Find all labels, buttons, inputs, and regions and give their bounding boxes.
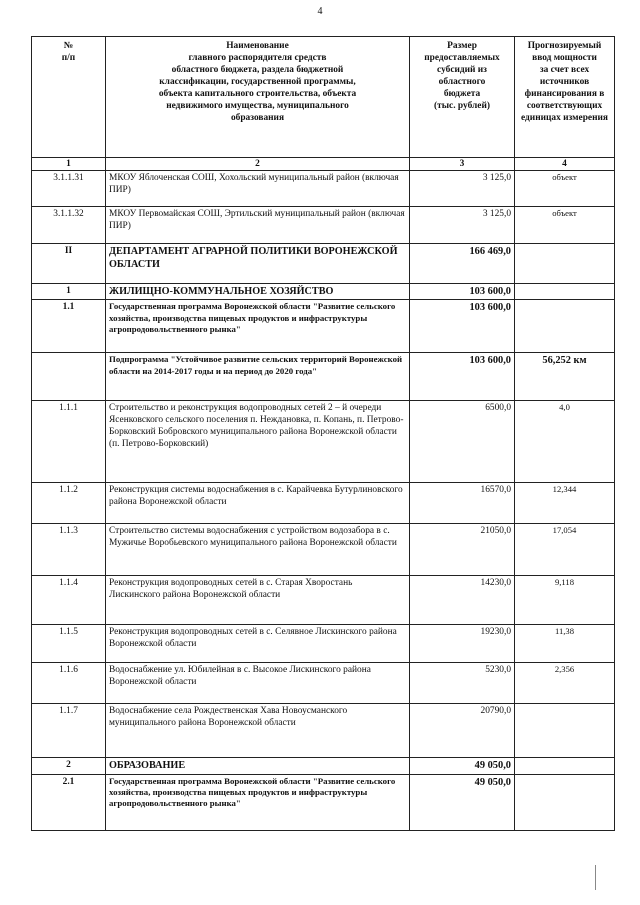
- table-row: [32, 758, 615, 774]
- row-capacity: 4,0: [515, 401, 615, 483]
- row-number: 1.1.7: [32, 704, 106, 758]
- row-number: 1.1: [32, 300, 106, 353]
- table-row: [32, 171, 615, 207]
- row-capacity: 9,118: [515, 576, 615, 625]
- row-capacity: объект: [515, 207, 615, 244]
- table-row: [32, 576, 615, 625]
- row-amount: 5230,0: [410, 663, 515, 704]
- subsidy-table: [31, 36, 615, 831]
- column-number: 2: [106, 158, 410, 171]
- row-name: Подпрограмма "Устойчивое развитие сельских территорий Воронежской области на 2014-2017 годы и на период до 2020 года": [106, 353, 410, 401]
- row-amount: 103 600,0: [410, 284, 515, 300]
- table-row: [32, 774, 615, 830]
- header-capacity: Прогнозируемый ввод мощности за счет всех источников финансирования в соответствующих единицах измерения: [515, 37, 615, 158]
- row-capacity: 2,356: [515, 663, 615, 704]
- row-amount: 21050,0: [410, 524, 515, 576]
- row-amount: 103 600,0: [410, 300, 515, 353]
- row-amount: 6500,0: [410, 401, 515, 483]
- row-number: 1.1.6: [32, 663, 106, 704]
- row-number: 1.1.3: [32, 524, 106, 576]
- row-name: Государственная программа Воронежской области "Развитие сельского хозяйства, производства пищевых продуктов и инфраструктуры агропродовольственного рынка": [106, 300, 410, 353]
- column-number: 4: [515, 158, 615, 171]
- row-amount: 19230,0: [410, 625, 515, 663]
- table-row: [32, 207, 615, 244]
- row-amount: 103 600,0: [410, 353, 515, 401]
- table-row: [32, 353, 615, 401]
- margin-mark: [595, 865, 596, 890]
- table-row: [32, 284, 615, 300]
- row-capacity: 11,38: [515, 625, 615, 663]
- row-name: Водоснабжение села Рождественская Хава Новоусманского муниципального района Воронежской области: [106, 704, 410, 758]
- header-name: Наименование главного распорядителя средств областного бюджета, раздела бюджетной классификации, государственной программы, объекта капитального строительства, объекта недвижимого имущества, муниципального образования: [106, 37, 410, 158]
- table-row: [32, 401, 615, 483]
- row-amount: 49 050,0: [410, 758, 515, 774]
- header-number: № п/п: [32, 37, 106, 158]
- table-header-row: [32, 37, 615, 158]
- row-amount: 16570,0: [410, 483, 515, 524]
- table-row: [32, 524, 615, 576]
- header-amount: Размер предоставляемых субсидий из областного бюджета (тыс. рублей): [410, 37, 515, 158]
- row-amount: 14230,0: [410, 576, 515, 625]
- row-capacity: [515, 704, 615, 758]
- row-name: Государственная программа Воронежской области "Развитие сельского хозяйства, производства пищевых продуктов и инфраструктуры агропродовольственного рынка": [106, 774, 410, 830]
- row-name: Реконструкция системы водоснабжения в с. Карайчевка Бутурлиновского района Воронежской области: [106, 483, 410, 524]
- row-number: 1.1.4: [32, 576, 106, 625]
- row-name: Реконструкция водопроводных сетей в с. Старая Хворостань Лискинского района Воронежской области: [106, 576, 410, 625]
- row-number: 3.1.1.31: [32, 171, 106, 207]
- row-number: II: [32, 244, 106, 284]
- row-capacity: 12,344: [515, 483, 615, 524]
- table-row: [32, 704, 615, 758]
- row-name: Реконструкция водопроводных сетей в с. Селявное Лискинского района Воронежской области: [106, 625, 410, 663]
- row-amount: 166 469,0: [410, 244, 515, 284]
- row-capacity: [515, 758, 615, 774]
- column-number: 1: [32, 158, 106, 171]
- row-number: [32, 353, 106, 401]
- row-number: 3.1.1.32: [32, 207, 106, 244]
- row-number: 1.1.5: [32, 625, 106, 663]
- table-row: [32, 663, 615, 704]
- row-capacity: [515, 300, 615, 353]
- column-number-row: [32, 158, 615, 171]
- row-name: ОБРАЗОВАНИЕ: [106, 758, 410, 774]
- row-capacity: [515, 774, 615, 830]
- page-number: 4: [317, 6, 323, 17]
- row-capacity: 17,054: [515, 524, 615, 576]
- row-capacity: [515, 244, 615, 284]
- table-row: [32, 625, 615, 663]
- row-number: 1.1.2: [32, 483, 106, 524]
- row-name: ДЕПАРТАМЕНТ АГРАРНОЙ ПОЛИТИКИ ВОРОНЕЖСКОЙ ОБЛАСТИ: [106, 244, 410, 284]
- row-number: 1: [32, 284, 106, 300]
- row-name: Строительство и реконструкция водопроводных сетей 2 – й очереди Ясенковского сельского поселения п. Неждановка, п. Копань, п. Петрово-Борковский Бобровского муниципального района Воронежской области (п. Петрово-Борковский): [106, 401, 410, 483]
- row-name: МКОУ Яблоченская СОШ, Хохольский муниципальный район (включая ПИР): [106, 171, 410, 207]
- row-capacity: 56,252 км: [515, 353, 615, 401]
- row-number: 2.1: [32, 774, 106, 830]
- row-name: Водоснабжение ул. Юбилейная в с. Высокое Лискинского района Воронежской области: [106, 663, 410, 704]
- table-row: [32, 244, 615, 284]
- row-name: МКОУ Первомайская СОШ, Эртильский муниципальный район (включая ПИР): [106, 207, 410, 244]
- row-amount: 49 050,0: [410, 774, 515, 830]
- row-capacity: [515, 284, 615, 300]
- row-number: 2: [32, 758, 106, 774]
- row-amount: 20790,0: [410, 704, 515, 758]
- row-amount: 3 125,0: [410, 207, 515, 244]
- row-name: Строительство системы водоснабжения с устройством водозабора в с. Мужичье Воробьевского муниципального района Воронежской области: [106, 524, 410, 576]
- row-name: ЖИЛИЩНО-КОММУНАЛЬНОЕ ХОЗЯЙСТВО: [106, 284, 410, 300]
- table-row: [32, 300, 615, 353]
- row-amount: 3 125,0: [410, 171, 515, 207]
- column-number: 3: [410, 158, 515, 171]
- row-capacity: объект: [515, 171, 615, 207]
- row-number: 1.1.1: [32, 401, 106, 483]
- table-row: [32, 483, 615, 524]
